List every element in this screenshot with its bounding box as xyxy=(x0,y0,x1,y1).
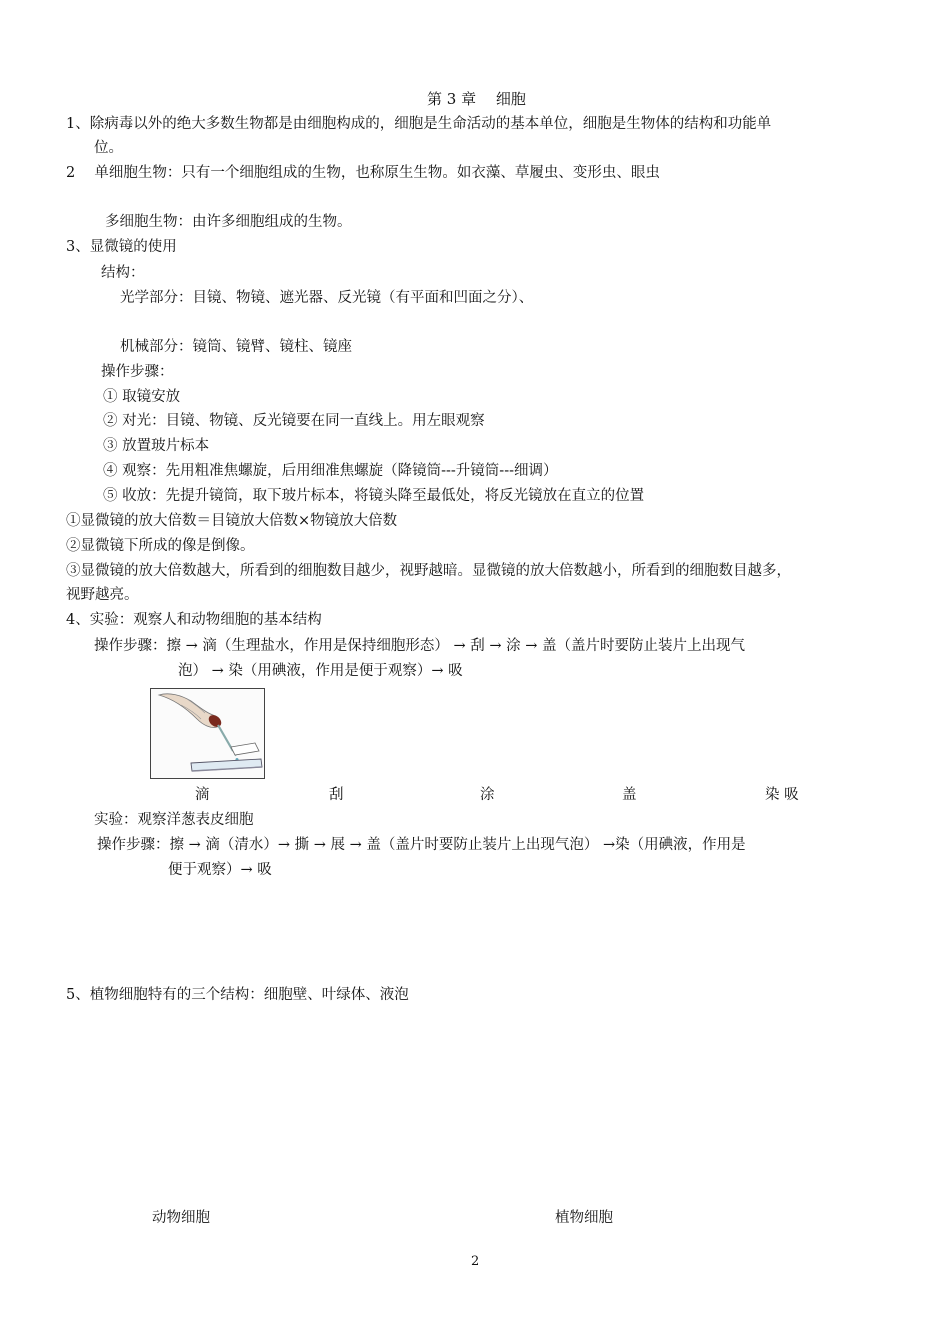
microscope-step-3: ③ 放置玻片标本 xyxy=(103,438,210,454)
page-number: 2 xyxy=(471,1254,480,1269)
section-2-line-2: 多细胞生物：由许多细胞组成的生物。 xyxy=(105,214,352,230)
animal-cell-steps-line-1: 操作步骤：擦 → 滴（生理盐水，作用是保持细胞形态） → 刮 → 涂 → 盖（盖片时要防止装片上出现气 xyxy=(94,638,745,654)
onion-steps-line-1: 操作步骤：擦 → 滴（清水）→ 撕 → 展 → 盖（盖片时要防止装片上出现气泡） →染（用碘液，作用是 xyxy=(97,837,746,853)
microscope-step-5: ⑤ 收放：先提升镜筒，取下玻片标本，将镜头降至最低处，将反光镜放在直立的位置 xyxy=(103,488,645,504)
note-2: ②显微镜下所成的像是倒像。 xyxy=(66,538,255,554)
caption-scrape: 刮 xyxy=(329,787,344,803)
page-title: 第 3 章 细胞 xyxy=(427,90,526,108)
dropper-illustration xyxy=(150,688,265,779)
microscope-step-4: ④ 观察：先用粗准焦螺旋，后用细准焦螺旋（降镜筒---升镜筒---细调） xyxy=(103,463,558,479)
section-2-line-1: 2 单细胞生物：只有一个细胞组成的生物，也称原生生物。如衣藻、草履虫、变形虫、眼虫 xyxy=(66,165,660,181)
plant-cell-label: 植物细胞 xyxy=(555,1210,613,1226)
caption-smear: 涂 xyxy=(480,787,495,803)
microscope-steps-title: 操作步骤： xyxy=(101,364,174,380)
caption-drop: 滴 xyxy=(195,787,210,803)
section-1-line-2: 位。 xyxy=(94,140,123,156)
caption-cover: 盖 xyxy=(622,787,637,803)
microscope-mechanical-parts: 机械部分：镜筒、镜臂、镜柱、镜座 xyxy=(120,339,352,355)
section-3-title: 3、显微镜的使用 xyxy=(66,239,177,255)
note-3-line-2: 视野越亮。 xyxy=(66,587,139,603)
onion-experiment-title: 实验：观察洋葱表皮细胞 xyxy=(94,812,254,828)
animal-cell-steps-line-2: 泡） → 染（用碘液，作用是便于观察）→ 吸 xyxy=(178,663,463,679)
microscope-step-1: ① 取镜安放 xyxy=(103,389,181,405)
note-3-line-1: ③显微镜的放大倍数越大，所看到的细胞数目越少，视野越暗。显微镜的放大倍数越小，所看到的细胞数目越多， xyxy=(66,563,791,579)
microscope-optical-parts: 光学部分：目镜、物镜、遮光器、反光镜（有平面和凹面之分）、 xyxy=(120,290,534,306)
microscope-structure-label: 结构： xyxy=(101,265,145,281)
onion-steps-line-2: 便于观察）→ 吸 xyxy=(168,862,272,878)
section-1-line-1: 1、除病毒以外的绝大多数生物都是由细胞构成的，细胞是生命活动的基本单位，细胞是生物体的结构和功能单 xyxy=(66,116,772,132)
microscope-step-2: ② 对光：目镜、物镜、反光镜要在同一直线上。用左眼观察 xyxy=(103,413,485,429)
animal-cell-label: 动物细胞 xyxy=(152,1210,210,1226)
caption-stain-absorb: 染 吸 xyxy=(765,787,799,803)
section-4-title: 4、实验：观察人和动物细胞的基本结构 xyxy=(66,612,322,628)
note-1: ①显微镜的放大倍数＝目镜放大倍数×物镜放大倍数 xyxy=(66,513,398,529)
section-5-title: 5、植物细胞特有的三个结构：细胞壁、叶绿体、液泡 xyxy=(66,987,409,1003)
